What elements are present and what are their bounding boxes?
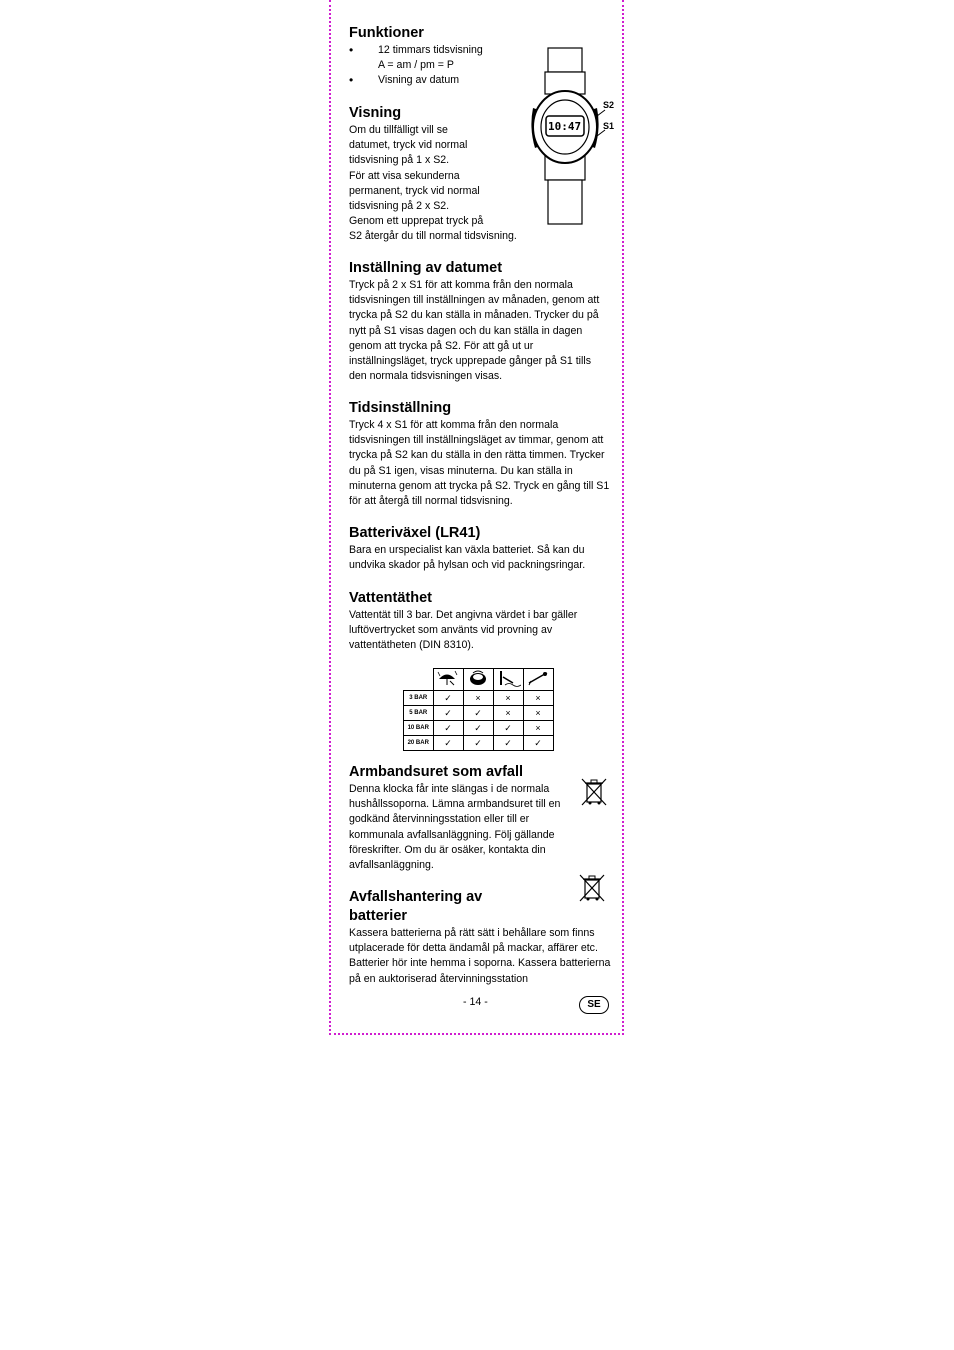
- visning-line: tidsvisning på 2 x S2.: [349, 200, 450, 213]
- table-cell: ×: [493, 706, 523, 721]
- datum-text: Tryck på 2 x S1 för att komma från den normala tidsvisningen till inställningen av månaden, genom att trycka på S2 du kan ställa in månaden. Trycker du på nytt på S1 visas dagen och du kan ställa in dagen genom att trycka på S2. För att gå ut ur inställningsläget, tryck upprepade gånger på S1 tills den normala tidsvisningen visas.: [349, 279, 600, 383]
- table-cell: ✓: [433, 706, 463, 721]
- table-cell: ×: [493, 691, 523, 706]
- table-row: [404, 721, 554, 736]
- hand-washing-icon: [463, 669, 493, 691]
- diving-icon: [523, 669, 553, 691]
- visning-line: För att visa sekunderna: [349, 169, 460, 182]
- visning-line: datumet, tryck vid normal: [349, 139, 468, 152]
- table-cell: ✓: [523, 736, 553, 751]
- vatten-text: Vattentät till 3 bar. Det angivna värdet i bar gäller luftövertrycket som använts vid provning av vattentätheten (DIN 8310).: [349, 609, 578, 652]
- swimming-icon: [493, 669, 523, 691]
- row-label: 5 BAR: [404, 706, 434, 721]
- visning-line: Genom ett upprepat tryck på: [349, 215, 484, 228]
- table-cell: ×: [523, 706, 553, 721]
- table-row: [404, 691, 554, 706]
- row-label: 20 BAR: [404, 736, 434, 751]
- table-cell: ✓: [433, 691, 463, 706]
- manual-page: [329, 0, 624, 1035]
- list-item: • 12 timmars tidsvisning A = am / pm = P: [349, 43, 611, 73]
- avfall-text: Denna klocka får inte slängas i de normala hushållssoporna. Lämna armbandsuret till en godkänd återvinningsstation eller till er kommunala avfallsanläggning. Följ gällande föreskrifter. Om du är osäker, kontakta din avfallsanläggning.: [349, 783, 561, 872]
- section-avfall: [349, 763, 569, 873]
- section-visning: [349, 104, 611, 245]
- section-batterier-avfall: [349, 888, 611, 987]
- table-row: [404, 736, 554, 751]
- visning-line: S2 återgår du till normal tidsvisning.: [349, 230, 517, 243]
- crossed-bin-icon: [579, 776, 609, 808]
- section-datum: [349, 259, 611, 384]
- table-cell: ×: [463, 691, 493, 706]
- section-tid: [349, 399, 611, 509]
- table-cell: ×: [523, 721, 553, 736]
- visning-line: tidsvisning på 1 x S2.: [349, 154, 450, 167]
- section-batteri: [349, 524, 611, 573]
- heading-batteri: Batteriväxel (LR41): [349, 525, 481, 541]
- watch-display: 10:47: [548, 120, 582, 133]
- rain-splash-icon: [433, 669, 463, 691]
- visning-line: permanent, tryck vid normal: [349, 184, 480, 197]
- heading-vatten: Vattentäthet: [349, 590, 432, 606]
- table-cell: ✓: [433, 736, 463, 751]
- table-cell: ✓: [463, 736, 493, 751]
- table-row: [404, 706, 554, 721]
- button-label-s1: S1: [603, 121, 615, 131]
- heading-tid: Tidsinställning: [349, 400, 452, 416]
- heading-datum: Inställning av datumet: [349, 260, 503, 276]
- table-cell: ✓: [493, 721, 523, 736]
- button-label-s2: S2: [603, 100, 615, 110]
- heading-funktioner: Funktioner: [349, 25, 424, 41]
- list-item: • Visning av datum: [349, 73, 611, 88]
- table-cell: ✓: [463, 721, 493, 736]
- visning-line: Om du tillfälligt vill se: [349, 124, 448, 136]
- heading-batterier-avfall: Avfallshantering av batterier: [349, 889, 483, 924]
- batterier-avfall-text: Kassera batterierna på rätt sätt i behållare som finns utplacerade för detta ändamål på mackar, affärer etc. Batterier hör inte hemma i soporna. Kassera batterierna på en auktoriserad återvinningsstation: [349, 927, 611, 985]
- row-label: 10 BAR: [404, 721, 434, 736]
- language-badge: SE: [579, 996, 609, 1014]
- crossed-bin-icon: [577, 872, 607, 904]
- tid-text: Tryck 4 x S1 för att komma från den normala tidsvisningen till inställningsläget av timmar, genom att trycka på S2 kan du ställa in den rätta timmen. Trycker du på S1 igen, visas minuterna. Du kan ställa in minuterna genom att trycka på S2. Tryck en gång till S1 för att återgå till normal tidsvisning.: [349, 419, 610, 508]
- section-vatten: [349, 589, 611, 654]
- table-cell: ✓: [433, 721, 463, 736]
- water-resistance-table: [403, 668, 554, 751]
- page-number: - 14 -: [463, 996, 488, 1008]
- batteri-text: Bara en urspecialist kan växla batteriet. Så kan du undvika skador på hylsan och vid packningsringar.: [349, 544, 586, 572]
- table-cell: ✓: [493, 736, 523, 751]
- table-cell: ×: [523, 691, 553, 706]
- row-label: 3 BAR: [404, 691, 434, 706]
- heading-visning: Visning: [349, 105, 402, 121]
- heading-avfall: Armbandsuret som avfall: [349, 764, 524, 780]
- table-header-row: [404, 669, 554, 691]
- table-cell: ✓: [463, 706, 493, 721]
